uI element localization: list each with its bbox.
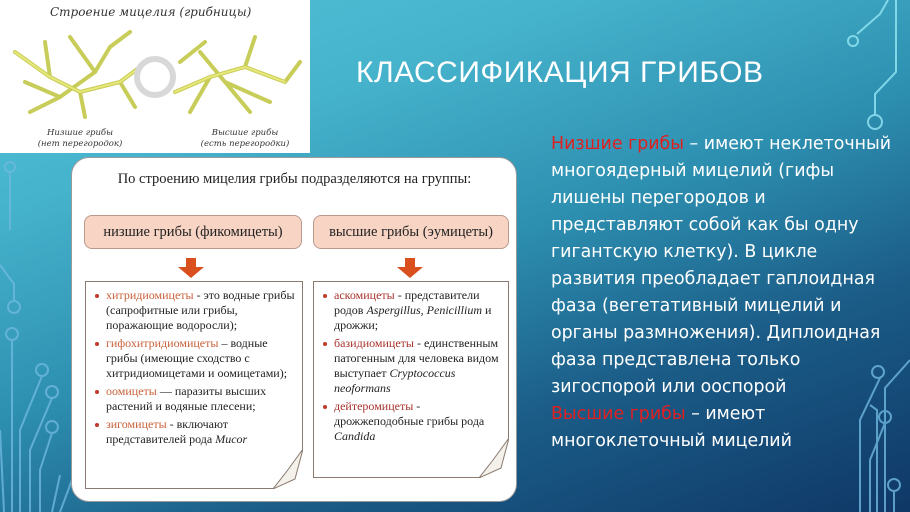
higher-fungi-description: – имеют многоклеточный мицелий (551, 404, 792, 451)
page-curl-icon (479, 438, 509, 478)
slide-title: КЛАССИФИКАЦИЯ ГРИБОВ (356, 56, 764, 89)
list-item: гифохитридиомицеты – водные грибы (имеющие сходство с хитридиомицетами и оомицетами); (94, 336, 296, 381)
arrow-down-icon (178, 258, 204, 278)
lower-fungi-description: – имеют неклеточный многоядерный мицелий (гифы лишены перегородов и представляют собой как бы одну гигантскую клетку). В цикле развития преобладает гаплоидная фаза (вегетативный мицелий и органы размножения). Диплоидная фаза представлена только зигоспорой или ооспорой (551, 134, 892, 397)
lower-fungi-sublabel: (нет перегородок) (37, 139, 123, 149)
diagram-heading: По строению мицелия грибы подразделяются на группы: (117, 171, 472, 187)
higher-fungi-sublabel: (есть перегородки) (200, 139, 290, 149)
page-curl-icon (273, 449, 303, 489)
arrow-down-icon (397, 258, 423, 278)
lower-fungi-list (85, 281, 303, 489)
body-text (551, 131, 901, 455)
mycelium-caption: Строение мицелия (грибницы) (50, 5, 252, 19)
list-item: хитридиомицеты - это водные грибы (сапрофитные или грибы, поражающие водоросли); (94, 288, 296, 333)
list-item: аскомицеты - представители родов Aspergillus, Penicillium и дрожжи; (322, 288, 502, 333)
list-item: оомицеты — паразиты высших растений и водяные плесени; (94, 384, 296, 414)
higher-fungi-label: Высшие грибы (211, 128, 279, 138)
higher-fungi-list (313, 281, 509, 478)
list-item: зигомицеты - включают представителей рода Mucor (94, 417, 296, 447)
classification-diagram (71, 157, 517, 502)
lower-fungi-highlight: Низшие грибы (551, 134, 685, 154)
higher-fungi-highlight: Высшие грибы (551, 404, 686, 424)
lower-fungi-group: низшие грибы (фикомицеты) (84, 215, 302, 249)
hyphae-drawing-icon (0, 22, 310, 127)
lower-fungi-label: Низшие грибы (46, 128, 114, 138)
mycelium-illustration (0, 0, 310, 153)
list-item: дейтеромицеты - дрожжеподобные грибы рода Candida (322, 399, 502, 444)
list-item: базидиомицеты - единственным патогенным для человека видом выступает Cryptococcus neoformans (322, 336, 502, 396)
higher-fungi-group: высшие грибы (эумицеты) (313, 215, 509, 249)
